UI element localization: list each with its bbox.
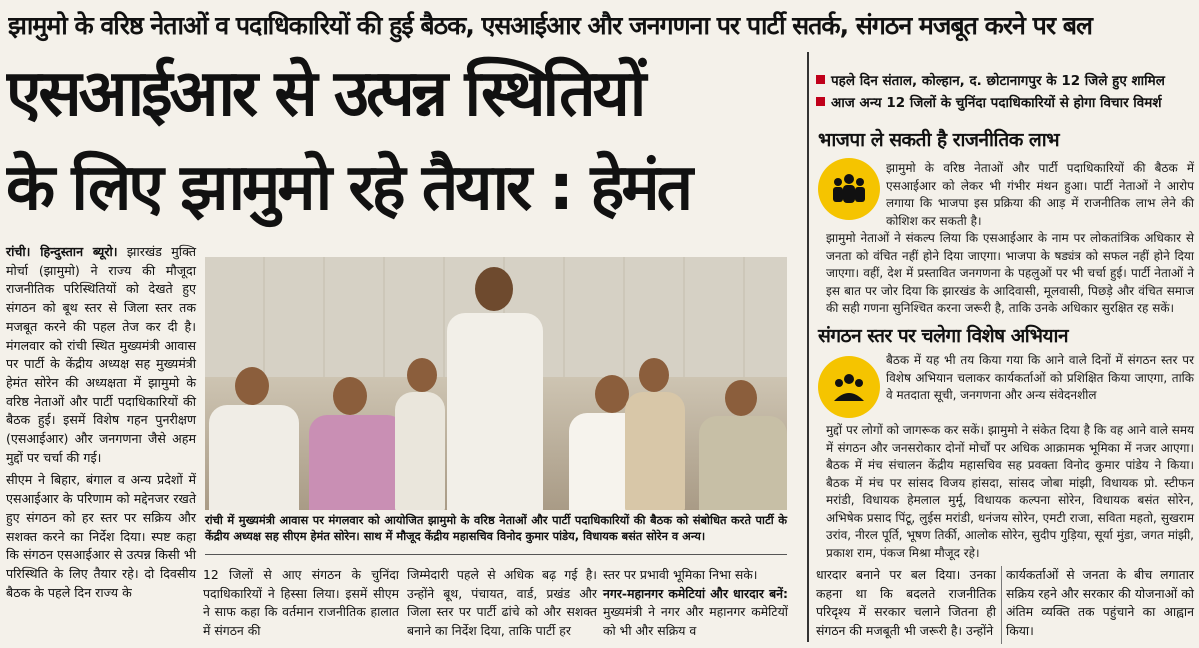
body-column-1: 12 जिलों से आए संगठन के चुनिंदा पदाधिकारियों ने हिस्सा लिया। इसमें सीएम ने साफ कहा कि वर्तमान राजनीतिक हालात में संगठन की: [203, 567, 399, 639]
sidebar-paragraph-2a: बैठक में यह भी तय किया गया कि आने वाले दिनों में संगठन स्तर पर विशेष अभियान चलाकर कार्यकर्ताओं को प्रशिक्षित किया जाएगा, ताकि वे मतदाता सूची, जनगणना और अन्य संवेदनशील: [886, 353, 1194, 402]
group-icon: [818, 158, 880, 220]
dateline: रांची। हिन्दुस्तान ब्यूरो।: [6, 244, 118, 259]
column-divider: [807, 52, 809, 642]
bullet-item: [816, 70, 1196, 92]
caption-rule: [205, 554, 787, 555]
highlight-bullets: [816, 70, 1196, 114]
sidebar-subhead-1: भाजपा ले सकती है राजनीतिक लाभ: [818, 129, 1060, 151]
body-subhead: नगर-महानगर कमेटियां और धारदार बनें:: [603, 585, 788, 601]
headline-line-1: एसआईआर से उत्पन्न स्थितियों: [6, 57, 644, 131]
sidebar-paragraph-1a: झामुमो के वरिष्ठ नेताओं और पार्टी पदाधिकारियों की बैठक में एसआईआर को लेकर भी गंभीर मंथन हुआ। पार्टी नेताओं ने आरोप लगाया कि भाजपा इस प्रक्रिया की आड़ में राजनीतिक लाभ लेने की कोशिश कर सकती है।: [886, 161, 1194, 228]
kicker-strap: झामुमो के वरिष्ठ नेताओं व पदाधिकारियों की हुई बैठक, एसआईआर और जनगणना पर पार्टी सतर्क, संगठन मजबूत करने पर बल: [8, 11, 1092, 40]
lead-paragraph: [6, 243, 196, 467]
body-column-3-text: स्तर पर प्रभावी भूमिका निभा सके।: [603, 567, 758, 582]
lead-text: झारखंड मुक्ति मोर्चा (झामुमो) ने राज्य की मौजूदा राजनीतिक परिस्थितियों को देखते हुए संगठन को बूथ स्तर से जिला स्तर तक मजबूत करने की पहल तेज कर दी है। मंगलवार को रांची स्थित मुख्यमंत्री आवास पर पार्टी के केंद्रीय अध्यक्ष सह मुख्यमंत्री हेमंत सोरेन की अध्यक्षता में झामुमो के वरिष्ठ नेताओं और पार्टी पदाधिकारियों की बैठक हुई। इसमें विशेष गहन पुनरीक्षण (एसआईआर) और जनगणना जैसे अहम मुद्दों पर चर्चा की गई।: [6, 244, 196, 465]
bullet-text: पहले दिन संताल, कोल्हान, द. छोटानागपुर के 12 जिले हुए शामिल: [831, 73, 1165, 89]
bullet-square-icon: [816, 97, 825, 106]
lead-paragraph-2: सीएम ने बिहार, बंगाल व अन्य प्रदेशों में एसआईआर के परिणाम को मद्देनजर रखते हुए संगठन को हर स्तर पर सक्रिय और सशक्त करने का निर्देश दिया। स्पष्ट कहा कि संगठन एसआईआर से उत्पन्न किसी भी परिस्थिति के लिए तैयार रहे। दो दिवसीय बैठक के पहले दिन राज्य के: [6, 472, 196, 600]
photo-caption: रांची में मुख्यमंत्री आवास पर मंगलवार को आयोजित झामुमो के वरिष्ठ नेताओं और पार्टी पदाधिकारियों की बैठक को संबोधित करते पार्टी के केंद्रीय अध्यक्ष सह सीएम हेमंत सोरेन। साथ में मौजूद केंद्रीय महासचिव विनोद कुमार पांडेय, विधायक बसंत सोरेन व अन्य।: [205, 513, 787, 543]
lead-column: [6, 243, 196, 602]
bullet-square-icon: [816, 75, 825, 84]
body-column-4: धारदार बनाने पर बल दिया। उनका कहना था कि बदलते राजनीतिक परिदृश्य में सरकार चलाने जितना ही संगठन की मजबूती भी जरूरी है। उन्होंने: [816, 567, 996, 639]
body-column-3: [603, 566, 788, 641]
meeting-photo: [205, 257, 787, 510]
sidebar-subhead-2: संगठन स्तर पर चलेगा विशेष अभियान: [818, 325, 1068, 347]
bullet-item: [816, 92, 1196, 114]
bullet-text: आज अन्य 12 जिलों के चुनिंदा पदाधिकारियों से होगा विचार विमर्श: [831, 95, 1162, 111]
body-column-2: जिम्मेदारी पहले से अधिक बढ़ गई है। उन्होंने बूथ, पंचायत, वार्ड, प्रखंड और जिला स्तर पर पार्टी ढांचे को और सशक्त बनाने का निर्देश दिया, ताकि पार्टी हर: [407, 567, 597, 639]
team-icon: [818, 356, 880, 418]
sidebar-paragraph-1b: झामुमो नेताओं ने संकल्प लिया कि एसआईआर के नाम पर लोकतांत्रिक अधिकार से जनता को वंचित नहीं होने दिया जाएगा। भाजपा के षड्यंत्र को सफल नहीं होने दिया जाएगा। वहीं, देश में प्रस्तावित जनगणना के पहलुओं पर भी चर्चा हुई। पार्टी नेताओं ने इस बात पर जोर दिया कि झारखंड के आदिवासी, मूलवासी, पिछड़े और वंचित समाज की सही गणना सुनिश्चित करना जरूरी है, ताकि उनके अधिकार सुरक्षित रह सकें।: [826, 231, 1194, 315]
headline-line-2: के लिए झामुमो रहे तैयार : हेमंत: [6, 151, 691, 225]
body-column-3-text-b: मुख्यमंत्री ने नगर और महानगर कमेटियों को भी और सक्रिय व: [603, 604, 788, 639]
sidebar-paragraph-2b: मुद्दों पर लोगों को जागरूक कर सकें। झामुमो ने संकेत दिया है कि वह आने वाले समय में संगठन और जनसरोकार दोनों मोर्चों पर अधिक आक्रामक भूमिका में नजर आएगा। बैठक में मंच संचालन केंद्रीय महासचिव सह प्रवक्ता विनोद कुमार पांडेय ने किया। बैठक में मंच पर सांसद विजय हांसदा, सांसद जोबा मांझी, विधायक प्रो. स्टीफन मरांडी, विधायक हेमलाल मुर्मू, विधायक कल्पना सोरेन, विधायक बसंत सोरेन, अभिषेक प्रसाद पिंटू, लुईस मरांडी, धनंजय सोरेन, एमटी राजा, सविता महतो, सुखराम उरांव, नीरल पूर्ति, भूषण तिर्की, आलोक सोरेन, सुदीप गुड़िया, सूर्या मुंडा, जगत मांझी, प्रकाश राम, पंकज मिश्रा मौजूद रहे।: [826, 423, 1194, 560]
column-rule: [1001, 566, 1002, 644]
body-column-5: कार्यकर्ताओं से जनता के बीच लगातार सक्रिय रहने और सरकार की योजनाओं को अंतिम व्यक्ति तक पहुंचाने का आह्वान किया।: [1006, 567, 1194, 639]
